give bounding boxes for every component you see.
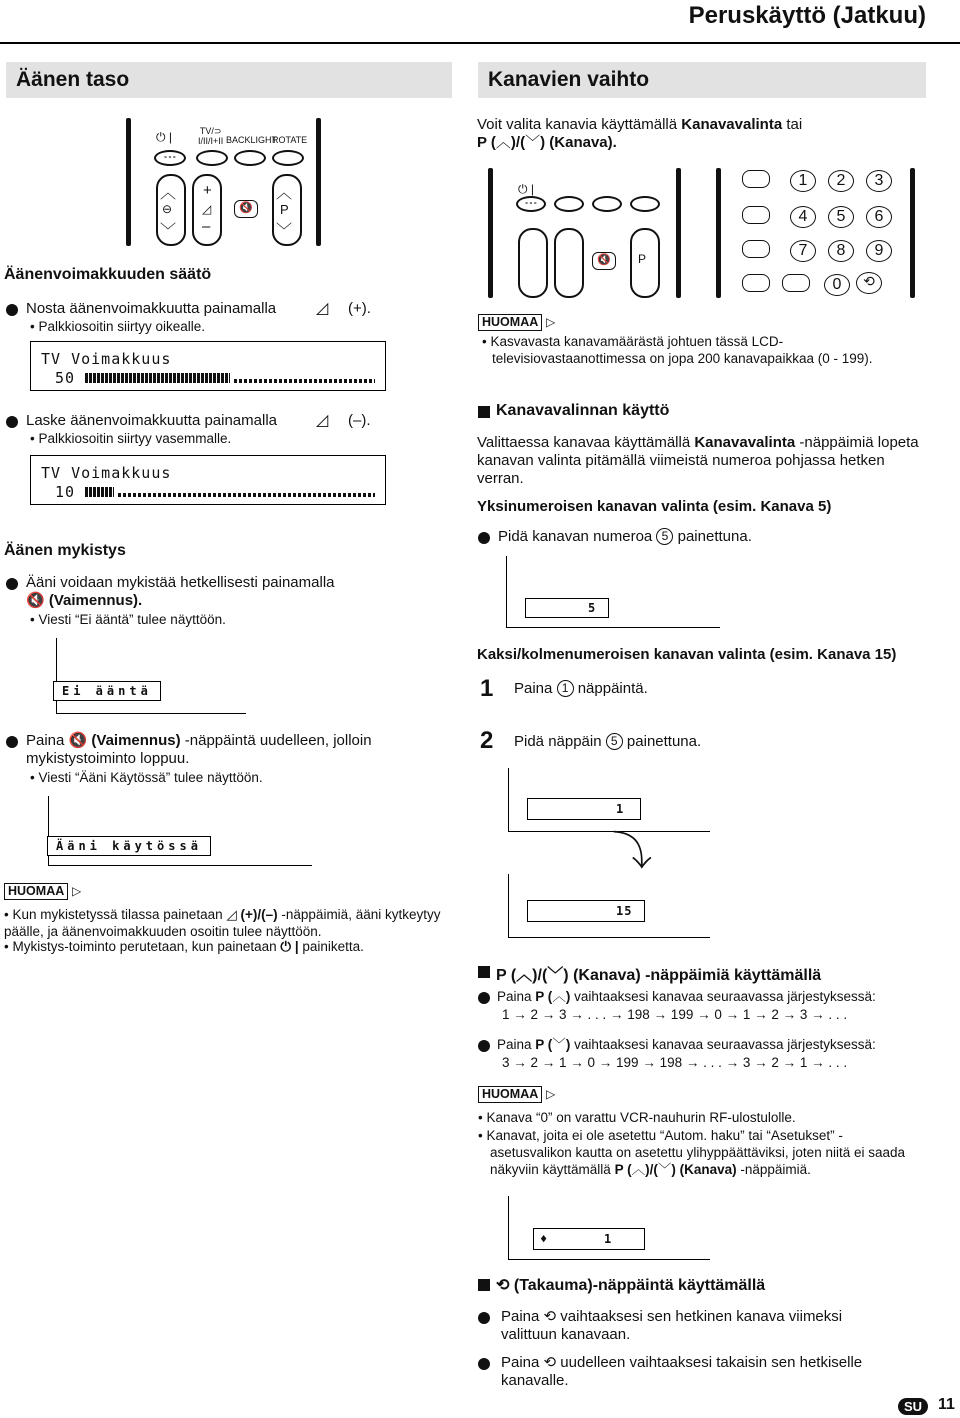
step-number: 2 (480, 727, 494, 754)
language-badge: SU (898, 1398, 928, 1415)
key-1-icon: 1 (557, 680, 574, 697)
osd-volume-50 (30, 341, 386, 391)
bullet (6, 578, 18, 590)
page-number: 11 (938, 1396, 955, 1413)
up-arrow-icon: ︿ (631, 1162, 646, 1177)
input-icon: ⊖ (162, 202, 173, 216)
mute-heading: Äänen mykistys (4, 542, 126, 559)
osd-channel-number: 1 (527, 798, 641, 820)
up-text: Paina P (︿) vaihtaaksesi kanavaa seuraavassa järjestyksessä: (497, 989, 876, 1004)
down-sequence: 3 → 2 → 1 → 0 → 199 → 198 → . . . → 3 → 2 → 1 → . . . (502, 1055, 848, 1070)
reveal-button[interactable] (742, 206, 770, 224)
p-label: P (280, 202, 289, 217)
note-arrow-icon: ▷ (546, 315, 556, 329)
flashback-icon: ⟲ (496, 1277, 510, 1294)
osd-value: 50 (55, 369, 76, 387)
section-title-volume: Äänen taso (6, 62, 452, 98)
flashback-button[interactable]: ⟲ (856, 272, 882, 294)
volume-icon: ◿ (202, 202, 212, 216)
step-sidebar (476, 670, 506, 948)
input-rocker[interactable] (518, 228, 548, 298)
volume-heading: Äänenvoimakkuuden säätö (4, 266, 212, 283)
volume-rocker[interactable] (192, 174, 222, 246)
sound-button[interactable] (196, 150, 228, 166)
p-label: P (638, 252, 647, 266)
flash-text-1: Paina ⟲ vaihtaaksesi sen hetkinen kanava viimeksi valittuun kanavaan. (501, 1308, 843, 1343)
power-icon: ⏻ | (518, 182, 534, 196)
volume-icon: ◿ (316, 300, 329, 317)
rotate-label: ROTATE (272, 135, 308, 145)
note-tag: HUOMAA (4, 883, 68, 900)
raise-text: Nosta äänenvoimakkuutta painamalla (26, 300, 277, 317)
osd-unmute-message: Ääni käytössä (47, 836, 211, 856)
lower-note: • Palkkiosoitin siirtyy vasemmalle. (30, 431, 232, 446)
note-tag: HUOMAA (478, 314, 542, 331)
bullet (6, 416, 18, 428)
volume-bar (85, 373, 375, 383)
volume-bar (85, 487, 375, 497)
bullet (478, 532, 490, 544)
volume-bar-empty (118, 493, 375, 497)
volume-icon: ◿ (226, 907, 237, 922)
power-button[interactable]: ∘∘∘ (516, 196, 546, 212)
keypad-key-2[interactable]: 2 (828, 170, 854, 192)
osd-mute-screen (56, 638, 246, 714)
up-arrow-icon: ︿ (516, 967, 533, 984)
osd-single-screen (506, 556, 720, 628)
tv-sound-label: TV/⊃ I/II/I+II (198, 126, 224, 146)
volume-bar-empty (234, 379, 375, 383)
keypad-key-8[interactable]: 8 (828, 240, 854, 262)
sub2-title: P (︿)/(﹀) (Kanava) -näppäimiä käyttämällä (496, 967, 822, 984)
down-arrow-icon: ﹀ (547, 967, 564, 984)
hold-button[interactable] (742, 274, 770, 292)
channel-down-icon: ﹀ (276, 223, 293, 240)
mute-icon: 🔇 (68, 732, 88, 749)
osd-mute-message: Ei ääntä (53, 681, 161, 701)
keypad-key-3[interactable]: 3 (866, 170, 892, 192)
keypad-key-7[interactable]: 7 (790, 240, 816, 262)
mute-note: • Viesti “Ei ääntä” tulee näyttöön. (30, 612, 226, 627)
page-title: Peruskäyttö (Jatkuu) (688, 2, 926, 29)
osd-value: 10 (55, 483, 76, 501)
minus-label: – (202, 218, 211, 235)
channel-rocker[interactable] (272, 174, 302, 246)
keypad-key-9[interactable]: 9 (866, 240, 892, 262)
lower-text: Laske äänenvoimakkuutta painamalla (26, 412, 277, 429)
skip-marker-icon: ♦ (540, 1232, 549, 1246)
mute-text: Ääni voidaan mykistää hetkellisesti painamalla (26, 574, 335, 591)
note2-item-2: • Kanavat, joita ei ole asetettu “Autom. haku” tai “Asetukset” -asetusvalikon kautta on asetettu ylihyppäättäviksi, joten niitä ei saada näkyviin käyttämällä P (︿)/(﹀) (Kanava) -näppäimiä. (478, 1128, 906, 1177)
down-arrow-icon: ﹀ (525, 134, 541, 151)
backlight-label: BACKLIGHT (226, 135, 278, 145)
note-item-2: • Mykistys-toiminto perutetaan, kun painetaan ⏻ | painiketta. (4, 939, 364, 954)
raise-suffix: (+). (348, 300, 371, 317)
power-icon: ⏻ | (156, 130, 172, 144)
square-bullet (478, 1279, 490, 1291)
sub3-title: ⟲ (Takauma)-näppäintä käyttämällä (496, 1277, 766, 1294)
osd-title: TV Voimakkuus (41, 464, 172, 482)
rotate-button[interactable] (272, 150, 304, 166)
keypad-key-4[interactable]: 4 (790, 206, 816, 228)
mute-icon: 🔇 (26, 592, 45, 609)
volume-bar-fill (85, 373, 230, 383)
up-sequence: 1 → 2 → 3 → . . . → 198 → 199 → 0 → 1 → 2 → 3 → . . . (502, 1007, 848, 1022)
bullet (6, 736, 18, 748)
osd-unmute-screen (48, 796, 312, 866)
osd-channel-number: 5 (525, 598, 609, 618)
sound-button[interactable] (554, 196, 584, 212)
raise-note: • Palkkiosoitin siirtyy oikealle. (30, 319, 206, 334)
power-button[interactable]: ∘∘∘ (154, 150, 186, 166)
keypad-key-6[interactable]: 6 (866, 206, 892, 228)
bullet (478, 1040, 490, 1052)
unmute-text: Paina 🔇 (Vaimennus) -näppäintä uudelleen, jolloin mykistystoiminto loppuu. (26, 732, 372, 767)
flashback-icon: ⟲ (543, 1354, 557, 1371)
power-icon: ⏻ | (280, 939, 299, 954)
up-arrow-icon: ︿ (495, 134, 511, 151)
osd-step2-screen (508, 874, 710, 938)
channel-intro: Voit valita kanavia käyttämällä Kanavavalinta tai P (︿)/(﹀) (Kanava). (477, 116, 803, 151)
keypad-key-0[interactable]: 0 (824, 274, 850, 296)
osd-skip-screen (508, 1196, 710, 1260)
flashback-icon: ⟲ (543, 1308, 557, 1325)
keypad-key-5[interactable]: 5 (828, 206, 854, 228)
step-2-text: Pidä näppäin 5 painettuna. (514, 733, 702, 750)
backlight-button[interactable] (592, 196, 622, 212)
osd-step1-screen (508, 768, 710, 832)
lower-suffix: (–). (348, 412, 371, 429)
single-step: Pidä kanavan numeroa 5 painettuna. (498, 528, 752, 545)
down-arrow-icon: ﹀ (657, 1162, 672, 1177)
bullet (6, 304, 18, 316)
header-divider (0, 42, 960, 44)
plus-label: + (203, 182, 212, 199)
display-button[interactable] (782, 274, 810, 292)
square-bullet (478, 966, 490, 978)
mute-button[interactable]: 🔇 (234, 200, 258, 218)
note-item-1: • Kun mykistetyssä tilassa painetaan ◿ (+)/(–) -näppäimiä, ääni kytkeytyy päälle, ja äänenvoimakkuuden osoitin tulee näyttöön. (4, 907, 441, 939)
single-heading: Yksinumeroisen kanavan valinta (esim. Kanava 5) (477, 498, 832, 515)
bullet (478, 1312, 490, 1324)
arrow-down-icon: ⤵ (612, 830, 652, 874)
bullet (478, 992, 490, 1004)
section-title-channel: Kanavien vaihto (478, 62, 926, 98)
input-rocker[interactable] (156, 174, 186, 246)
mute-label: 🔇 (Vaimennus). (26, 592, 143, 609)
volume-bar-fill (85, 487, 114, 497)
note2-item-1: • Kanava “0” on varattu VCR-nauhurin RF-ulostulolle. (478, 1110, 796, 1125)
mute-button[interactable]: 🔇 (592, 252, 616, 270)
backlight-button[interactable] (234, 150, 266, 166)
flash-text-2: Paina ⟲ uudelleen vaihtaaksesi takaisin sen hetkiselle kanavalle. (501, 1354, 863, 1389)
up-arrow-icon: ︿ (160, 185, 177, 202)
sub1-title: Kanavavalinnan käyttö (496, 402, 670, 419)
key-5-icon: 5 (656, 528, 673, 545)
volume-rocker[interactable] (554, 228, 584, 298)
step-number: 1 (480, 675, 494, 702)
channel-note: • Kasvavasta kanavamäärästä johtuen tässä LCD-televisiovastaanottimessa on jopa 200 kanavapaikkaa (0 - 199). (482, 334, 873, 366)
down-text: Paina P (﹀) vaihtaaksesi kanavaa seuraavassa järjestyksessä: (497, 1037, 876, 1052)
teletext-button[interactable] (742, 170, 770, 188)
remote-illustration-volume (126, 118, 326, 248)
volume-icon: ◿ (316, 412, 329, 429)
note-tag: HUOMAA (478, 1086, 542, 1103)
osd-title: TV Voimakkuus (41, 350, 172, 368)
key-5-icon: 5 (606, 733, 623, 750)
note-arrow-icon: ▷ (72, 884, 82, 898)
osd-skip: ♦ 1 (533, 1228, 645, 1250)
note-arrow-icon: ▷ (546, 1087, 556, 1101)
down-arrow-icon: ﹀ (552, 1037, 566, 1052)
unmute-note: • Viesti “Ääni Käytössä” tulee näyttöön. (30, 770, 263, 785)
rotate-button[interactable] (630, 196, 660, 212)
remote-illustration-channel (488, 168, 920, 300)
up-arrow-icon: ︿ (552, 989, 566, 1004)
osd-volume-10 (30, 455, 386, 505)
step-1-text: Paina 1 näppäintä. (514, 680, 648, 697)
keypad-key-1[interactable]: 1 (790, 170, 816, 192)
channel-up-icon: ︿ (276, 185, 293, 202)
osd-channel-number: 15 (527, 900, 645, 922)
square-bullet (478, 406, 490, 418)
multi-heading: Kaksi/kolmenumeroisen kanavan valinta (esim. Kanava 15) (477, 646, 897, 663)
subpage-button[interactable] (742, 240, 770, 258)
down-arrow-icon: ﹀ (160, 223, 177, 240)
sub1-text: Valittaessa kanavaa käyttämällä Kanavavalinta -näppäimiä lopeta kanavan valinta pitämällä viimeistä numeroa pohjassa hetken verran. (477, 434, 919, 487)
bullet (478, 1358, 490, 1370)
